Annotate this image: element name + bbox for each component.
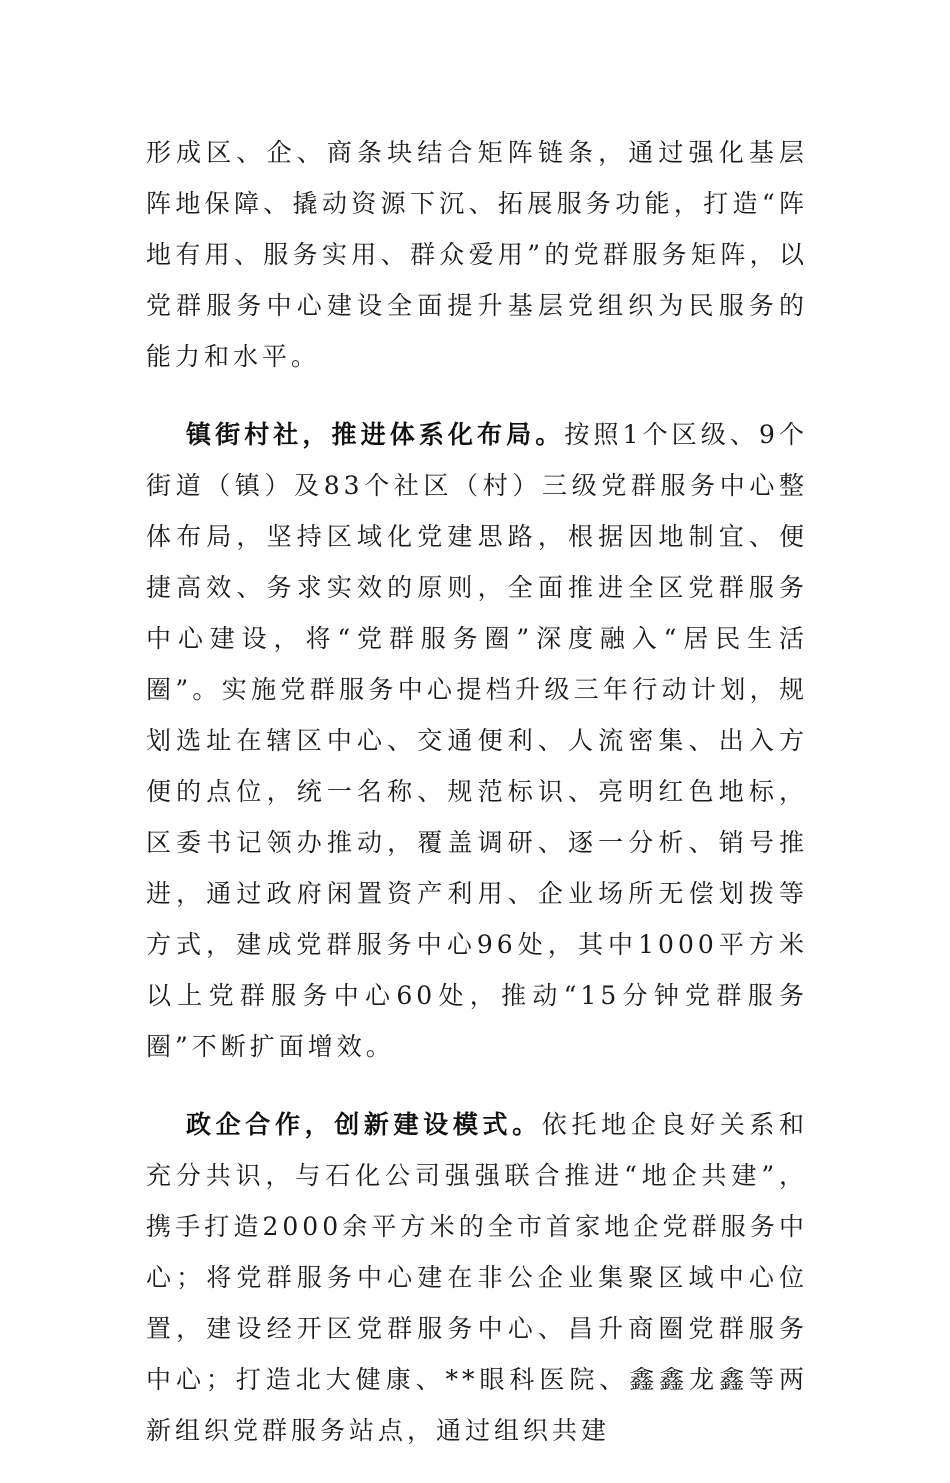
document-body: [146, 127, 808, 1483]
paragraph-2-text: 按照1个区级、9个街道（镇）及83个社区（村）三级党群服务中心整体布局，坚持区域化党建思路，根据因地制宜、便捷高效、务求实效的原则，全面推进全区党群服务中心建设，将“党群服务圈”深度融入“居民生活圈”。实施党群服务中心提档升级三年行动计划，规划选址在辖区中心、交通便利、人流密集、出入方便的点位，统一名称、规范标识、亮明红色地标，区委书记领办推动，覆盖调研、逐一分析、销号推进，通过政府闲置资产利用、企业场所无偿划拨等方式，建成党群服务中心96处，其中1000平方米以上党群服务中心60处，推动“15分钟党群服务圈”不断扩面增效。: [146, 420, 808, 1061]
paragraph-1-text: 形成区、企、商条块结合矩阵链条，通过强化基层阵地保障、撬动资源下沉、拓展服务功能，打造“阵地有用、服务实用、群众爱用”的党群服务矩阵，以党群服务中心建设全面提升基层党组织为民服务的能力和水平。: [146, 138, 808, 371]
paragraph-3-text: 依托地企良好关系和充分共识，与石化公司强强联合推进“地企共建”，携手打造2000余平方米的全市首家地企党群服务中心；将党群服务中心建在非公企业集聚区域中心位置，建设经开区党群服务中心、昌升商圈党群服务中心；打造北大健康、**眼科医院、鑫鑫龙鑫等两新组织党群服务站点，通过组织共建: [146, 1110, 808, 1445]
paragraph-2-lead: 镇街村社，推进体系化布局。: [186, 420, 565, 449]
paragraph-1: [146, 127, 808, 382]
paragraph-3-lead: 政企合作，创新建设模式。: [186, 1110, 542, 1139]
paragraph-3: [146, 1099, 808, 1456]
paragraph-2: [146, 409, 808, 1072]
